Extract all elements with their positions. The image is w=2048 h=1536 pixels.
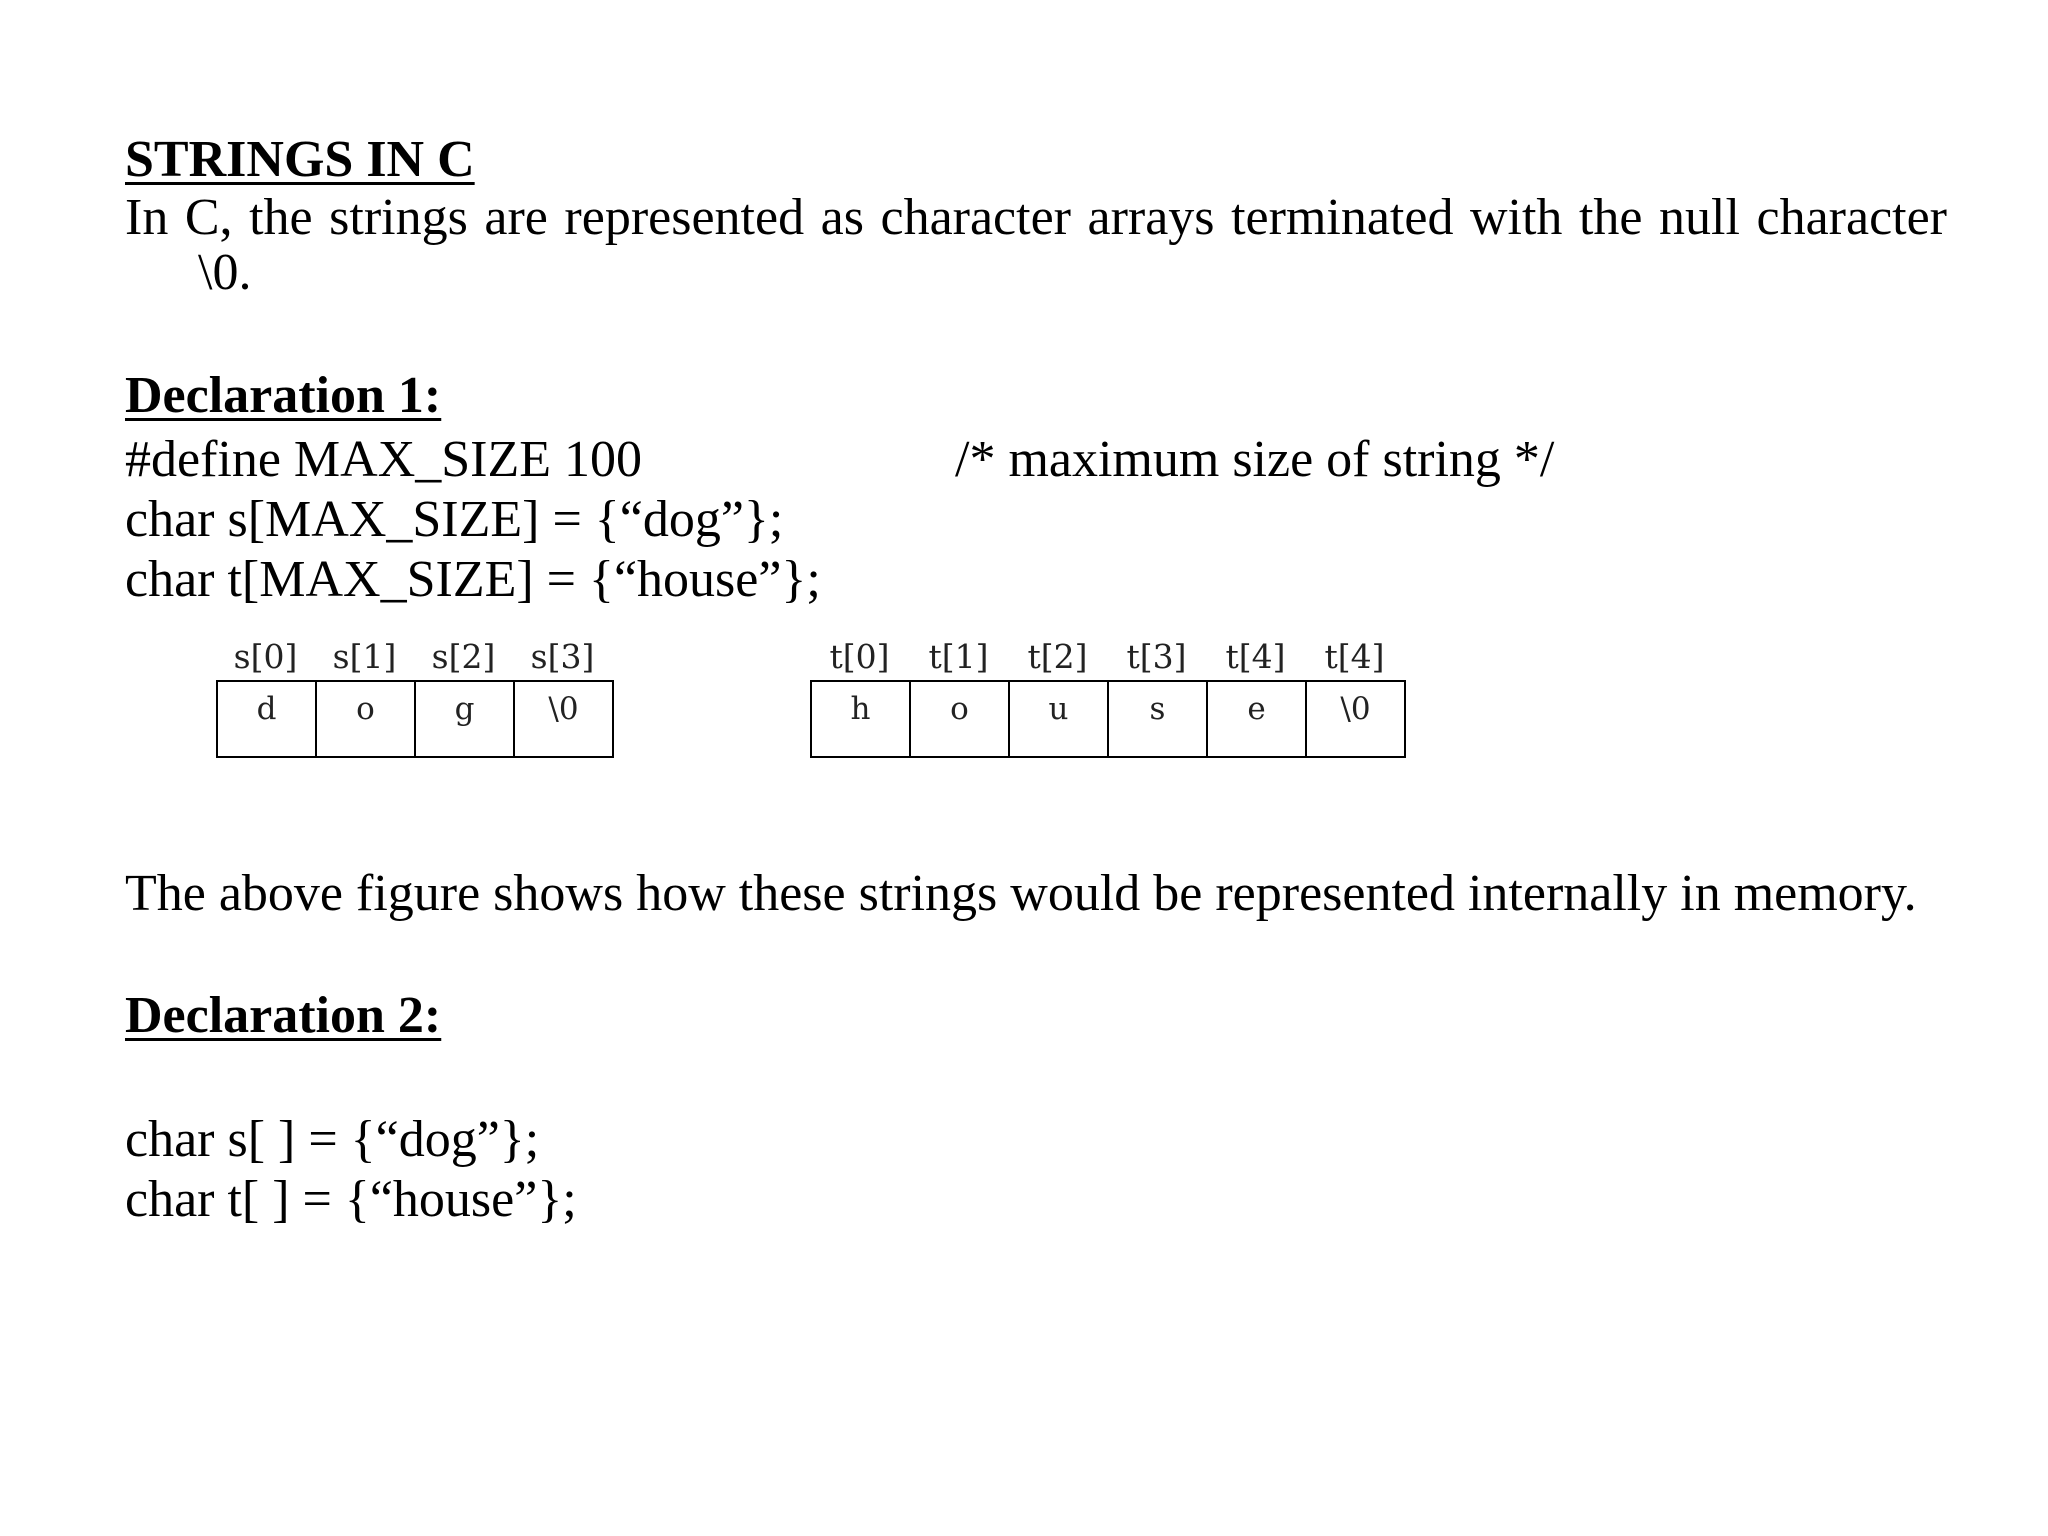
array-t-index: t[4]: [1225, 637, 1286, 676]
array-t-index: t[4]: [1324, 637, 1385, 676]
array-s-index: s[1]: [332, 637, 397, 676]
array-t-index: t[0]: [829, 637, 890, 676]
figure-caption: The above figure shows how these strings would be represented internally in memory.: [125, 865, 1917, 922]
array-t-figure: [810, 634, 1406, 758]
array-s-cells: [216, 680, 614, 758]
array-t-index: t[2]: [1027, 637, 1088, 676]
array-t-cell: o: [911, 682, 1010, 756]
array-t-index: t[1]: [928, 637, 989, 676]
array-t-cell: h: [812, 682, 911, 756]
intro-text-line-2: \0.: [198, 244, 252, 301]
define-line: #define MAX_SIZE 100: [125, 431, 643, 488]
define-comment: /* maximum size of string */: [955, 431, 1555, 488]
array-t-cell: e: [1208, 682, 1307, 756]
array-t-index-row: [810, 634, 1406, 680]
array-s-cell: d: [218, 682, 317, 756]
array-s-cell: o: [317, 682, 416, 756]
array-t-cell: u: [1010, 682, 1109, 756]
declaration-1-t-line: char t[MAX_SIZE] = {“house”};: [125, 551, 821, 608]
array-t-cell: \0: [1340, 691, 1371, 727]
declaration-1-heading: Declaration 1:: [125, 367, 442, 424]
array-s-index: s[0]: [233, 637, 298, 676]
array-t-cell: s: [1109, 682, 1208, 756]
intro-text-line-1: In C, the strings are represented as character arrays terminated with the null character: [125, 189, 1947, 246]
array-s-index: s[2]: [431, 637, 496, 676]
array-t-cells: [810, 680, 1406, 758]
array-s-cell: \0: [548, 691, 579, 727]
array-s-index-row: [216, 634, 614, 680]
declaration-2-heading: Declaration 2:: [125, 987, 442, 1044]
array-s-index: s[3]: [530, 637, 595, 676]
declaration-1-s-line: char s[MAX_SIZE] = {“dog”};: [125, 491, 784, 548]
array-s-cell: g: [416, 682, 515, 756]
array-s-figure: [216, 634, 614, 758]
declaration-2-t-line: char t[ ] = {“house”};: [125, 1171, 577, 1228]
array-t-index: t[3]: [1126, 637, 1187, 676]
page-title: STRINGS IN C: [125, 131, 475, 188]
declaration-2-s-line: char s[ ] = {“dog”};: [125, 1111, 540, 1168]
